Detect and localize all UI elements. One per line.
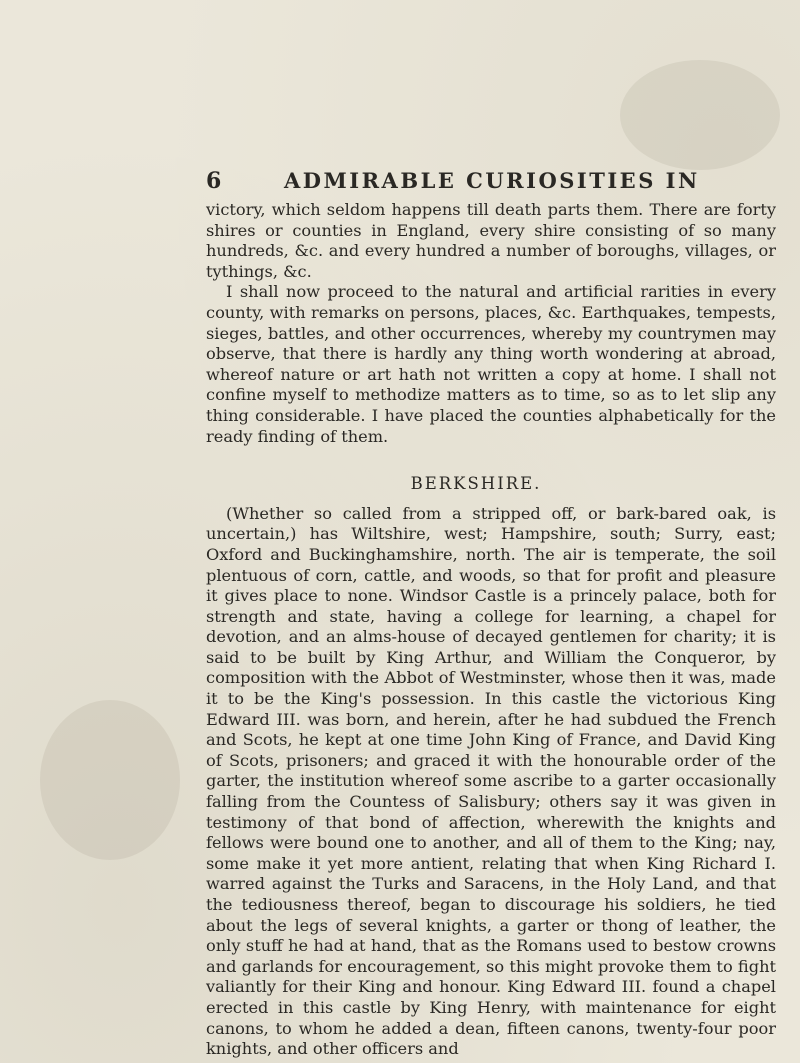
section-heading: BERKSHIRE. [410, 474, 542, 494]
paragraph-continued: victory, which seldom happens till death parts them. There are forty shires or counties in England, every shire consisting of so many hundreds, &c. and every hundred a number of boroughs, villages, or tythings, &c. [206, 200, 776, 281]
running-title: ADMIRABLE CURIOSITIES IN [284, 168, 700, 193]
running-head [206, 168, 766, 194]
paper-stain [40, 700, 180, 860]
paper-stain [620, 60, 780, 170]
page-number: 6 [206, 168, 222, 194]
paragraph-introduction: I shall now proceed to the natural and artificial rarities in every county, with remarks on persons, places, &c. Earthquakes, tempests, sieges, battles, and other occurrences, whereby my countrymen may observe, that there is hardly any thing worth wondering at abroad, whereof nature or art hath not written a copy at home. I shall not confine myself to methodize matters as to time, so as to let slip any thing considerable. I have placed the counties alphabetically for the ready finding of them. [206, 282, 776, 446]
body-text [206, 200, 776, 1060]
paragraph-berkshire: (Whether so called from a stripped off, or bark-bared oak, is uncertain,) has Wiltshire, west; Hampshire, south; Surry, east; Oxford and Buckinghamshire, north. The air is temperate, the soil plentuous of corn, cattle, and woods, so that for profit and pleasure it gives place to none. Windsor Castle is a princely palace, both for strength and state, having a college for learning, a chapel for devotion, and an alms-house of decayed gentlemen for charity; it is said to be built by King Arthur, and William the Conqueror, by composition with the Abbot of Westminster, whose then it was, made it to be the King's possession. In this castle the victorious King Edward III. was born, and herein, after he had subdued the French and Scots, he kept at one time John King of France, and David King of Scots, prisoners; and graced it with the honourable order of the garter, the institution whereof some ascribe to a garter occasionally falling from the Countess of Salisbury; others say it was given in testimony of that bond of affection, wherewith the knights and fellows were bound one to another, and all of them to the King; nay, some make it yet more antient, relating that when King Richard I. warred against the Turks and Saracens, in the Holy Land, and that the tediousness thereof, began to discourage his soldiers, he tied about the legs of several knights, a garter or thong of leather, the only stuff he had at hand, that as the Romans used to bestow crowns and garlands for encouragement, so this might provoke them to fight valiantly for their King and honour. King Edward III. found a chapel erected in this castle by King Henry, with maintenance for eight canons, to whom he added a dean, fifteen canons, twenty-four poor knights, and other officers and [206, 503, 776, 1059]
